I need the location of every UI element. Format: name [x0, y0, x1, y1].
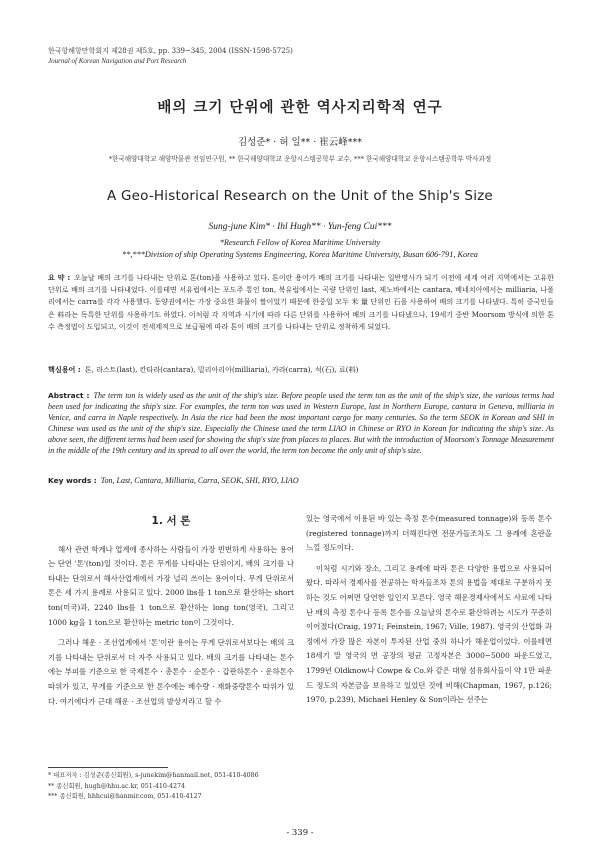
english-authors: Sung-june Kim* · Ihl Hugh** · Yun-feng Cui*** [208, 222, 392, 232]
korean-affiliation: *한국해양대학교 해양박물관 전임연구원, ** 한국해양대학교 운항시스템공학부 교수, *** 한국해양대학교 운항시스템공학부 박사과정 [108, 155, 492, 163]
english-abstract-label: Abstract : [48, 391, 90, 400]
korean-abstract [48, 272, 554, 333]
korean-abstract-label: 요 약 : [48, 273, 71, 282]
journal-title: Journal of Korean Navigation and Port Research [48, 57, 187, 65]
english-abstract-text: The term ton is widely used as the unit of the ship's size. Before people used the term ton as the unit of the ship's size, the various terms had been used for indicating the ship's size. For examples, the term ton was used in Western Europe, last in Northern Europe, cantara in Geneva, milliaria in Venice, and carra in Naple respectively. In Asia the rice had been the most important cargo for many centuries. So the term SEOK in Korean and SHI in Chinese was used as the unit of the ship's size. Especially the Chinese used the term LIAO in Chinese or RYO in Korean for indicating the ship's size. As above seen, the different terms had been used for showing the ship's size from places to places. But with the introduction of Moorsom's Tonnage Measurement in the middle of the 19th century and its spread to all over the world, the term ton become the only unit of ship's size. [48, 391, 554, 456]
english-title: A Geo-Historical Research on the Unit of the Ship's Size [107, 188, 493, 204]
footnote: ** 종신회원, hugh@hhu.ac.kr, 051-410-4274 [48, 782, 186, 790]
journal-header [48, 46, 293, 66]
korean-keywords-text: 톤, 라스트(last), 칸타라(cantara), 밀리아리아(milliaria), 카라(carra), 석(石), 료(料) [84, 365, 359, 374]
english-keywords [48, 476, 554, 485]
footnotes [48, 771, 259, 803]
korean-keywords-label: 핵심용어 : [48, 365, 81, 374]
left-column [48, 510, 294, 715]
body-paragraph: 해사 관련 학계나 업계에 종사하는 사람들이 가장 빈번하게 사용하는 용어는 단연 '톤'(ton)일 것이다. 톤은 무게를 나타내는 단위이지, 배의 크기를 나타내는 단위로서 해사산업계에서 가장 널리 쓰이는 용어이다. 무게 단위로서 톤은 세 가지 용례로 사용되고 있다. 2000 lbs를 1 ton으로 환산하는 short ton(미국)과, 2240 lbs를 1 ton으로 환산하는 long ton(영국), 그리고 1000 kg을 1 ton으로 환산하는 metric ton이 그것이다. [48, 544, 294, 627]
korean-authors: 김성준* · 허 일** · 崔云峰*** [237, 137, 363, 148]
footnote-divider [48, 767, 168, 768]
english-affiliation-2: **,***Division of ship Operating Systems Engineering, Korea Maritime University, Busan 606-791, Korea [122, 250, 478, 259]
body-paragraph: 그러나 해운 · 조선업계에서 '톤'이란 용어는 무게 단위로서보다는 배의 크기를 나타내는 단위로서 더 자주 사용되고 있다. 배의 크기를 나타내는 톤수에는 부피를 기준으로 한 국제톤수 · 총톤수 · 순톤수 · 갑판하톤수 · 운하톤수 따위가 있고, 무게를 기준으로 한 톤수에는 배수량 · 재화중량톤수 따위가 있다. 여기에다가 근대 해운 · 조선업의 발상지라고 할 수 [48, 638, 294, 706]
korean-title: 배의 크기 단위에 관한 역사지리학적 연구 [157, 100, 443, 116]
footnote: * 대표저자 : 김성준(종신회원), s-junekim@hanmail.net, 051-410-4086 [48, 772, 259, 779]
body-paragraph: 있는 영국에서 이용된 바 있는 측정 톤수(measured tonnage)와 등록 톤수(registered tonnage)까지 더해진다면 전문가들조차도 그 용례에 혼란을 느낄 정도이다. [306, 514, 552, 553]
english-abstract [48, 390, 554, 457]
footnote: *** 종신회원, hhhcui@hanmir.com, 051-410-4127 [48, 793, 202, 801]
english-keywords-label: Key words : [48, 476, 97, 485]
korean-keywords [48, 365, 554, 375]
english-keywords-text: Ton, Last, Cantara, Milliaria, Carra, SEOK, SHI, RYO, LIAO [100, 476, 299, 485]
right-column [306, 512, 552, 714]
section-heading-introduction: 1. 서 론 [151, 515, 191, 527]
english-affiliation-1: *Research Fellow of Korea Maritime University [219, 238, 381, 247]
body-paragraph: 이처럼 시기와 장소, 그리고 용례에 따라 톤은 다양한 용법으로 사용되어 왔다. 따라서 경제사를 전공하는 학자들조차 톤의 용법을 제대로 구분하지 못하는 것도 어쩌면 당연한 일인지 모른다. 영국 해운경제사에서도 사료에 나타난 배의 측정 톤수나 등록 톤수를 오늘날의 톤수로 환산하려는 시도가 꾸준히 이어졌다(Craig, 1971; Feinstein, 1967; Ville, 1987). 영국의 산업화 과정에서 가장 많은 자본이 투자된 산업 중의 하나가 해운업이었다. 이를테면 18세기 말 영국의 면 공장의 평균 고정자본은 3000~5000 파운드였고, 1799년 Oldknow나 Cowpe & Co.와 같은 대형 섬유회사들이 약 1만 파운드 정도의 자본금을 보유하고 있었던 것에 비해(Chapman, 1967, p.126; 1970, p.239), Michael Henley & Son이라는 선주는 [306, 563, 552, 705]
korean-abstract-text: 오늘날 배의 크기를 나타내는 단위로 톤(ton)을 사용하고 있다. 톤이란 용어가 배의 크기를 나타내는 일반명사가 되기 이전에 세계 여러 지역에서는 고유한 단위로 배의 크기를 나타내었다. 이를테면 서유럽에서는 포도주 통인 ton, 북유럽에서는 곡량 단위인 last, 제노바에서는 cantara, 베네치아에서는 milliaria, 나폴리에서는 carra를 각각 사용했다. 동양권에서는 가장 중요한 화물이 쌀이었기 때문에 한중일 모두 米 量 단위인 石을 사용하여 배의 크기를 나타냈다. 특히 중국인들은 料라는 독특한 단위를 사용하기도 하였다. 이처럼 각 지역과 시기에 따라 다른 단위를 사용하여 배의 크기를 나타냈으나, 19세기 중반 Moorsom 방식에 의한 톤수 측정법이 도입되고, 이것이 전세계적으로 보급됨에 따라 톤이 배의 크기를 나타내는 단위로 정착하게 되었다. [48, 273, 554, 331]
page-number: - 339 - [286, 828, 314, 838]
journal-citation: 한국항해항만학회지 제28권 제5호, pp. 339~345, 2004 (ISSN-1598-5725) [48, 47, 293, 55]
